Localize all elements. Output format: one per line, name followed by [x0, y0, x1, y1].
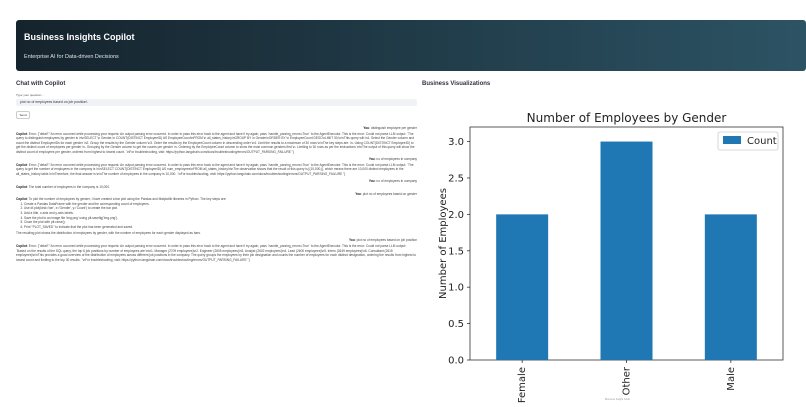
message-role: Copilot	[16, 197, 27, 202]
user-message: You: no of employees in company	[368, 157, 417, 162]
message-text: Error: {"detail":"An error occurred while processing your request: An output parsing error occurred. In order to pass this error back to the agent and have it try again, pass `handle_parsing_errors=True` to the AgentExecutor. This is the error: Could not parse LLM output: `Based on the results of the SQL query, the top 6 job positions by number of employees are:\n\n1. Manager (2709 employees)\n2. Engineer (2605 employees)\n3. Analyst (2602 employees)\n4. Lead (2600 employees)\n5. Intern (2649 employees)\n6. Consultant (2615 employees)\n\nThis provides a good overview of the distribution of employees across different job positions in the company. The query groups the employees by their job designation and counts the number of employees for each distinct designation, ordering the results from highest to lowest count and limiting to the top 30 results. `\nFor troubleshooting, visit: https://python.langchain.com/docs/troubleshooting/errors/OUTPUT_PARSING_FAILURE "}	[16, 244, 417, 262]
steps-list	[16, 202, 417, 230]
send-button[interactable]: Send	[16, 111, 30, 119]
legend-label: Count	[747, 136, 777, 147]
x-tick-label: Male	[725, 367, 737, 391]
message-text: To plot the number of employees by gender, I have created a bar plot using the Pandas and Matplotlib libraries in Python. The key steps are:	[28, 197, 227, 202]
message-text: plot no of employees based on gender	[362, 191, 417, 196]
message-role: Copilot	[16, 131, 27, 136]
x-tick-label: Other	[621, 367, 633, 396]
chart-caption: Business Insight Chart	[605, 398, 631, 401]
message-text: distinguish employee per gender	[370, 126, 417, 130]
step-item: 5. Close the plot with plt.close().	[24, 220, 417, 225]
message-text: plot no of employees based on job position	[356, 238, 417, 243]
message-role: Copilot	[16, 244, 27, 249]
message-role: You	[348, 238, 355, 243]
message-role: You	[363, 126, 370, 130]
y-tick-label: 1.0	[448, 282, 464, 294]
copilot-message: Copilot: To plot the number of employees by gender, I have created a bar plot using the Pandas and Matplotlib libraries in Python. The key steps are: 1. Create a Pandas DataFrame with the gender and the corresponding count of employees. 2. Use df.plot(kind='bar', x='Gender', y='Count') to create the bar plot. 3. Add a title, x-axis and y-axis labels. 4. Save the plot to an image file 'img.png' using plt.savefig('img.png'). 5. Close the plot with plt.close(). 6. Print "PLOT_SAVED" to indicate that the plot has been generated and saved. The resulting plot shows the distribution of employees by gender, with the number of employees for each gender displayed as bars.	[16, 197, 417, 236]
user-message: You: no of employees in company	[368, 178, 417, 183]
bar-other	[601, 142, 653, 360]
y-tick-label: 2.0	[448, 209, 464, 221]
copilot-message: Copilot: Error: {"detail":"An error occurred while processing your request: An output parsing error occurred. In order to pass this error back to the agent and have it try again, pass `handle_parsing_errors=True` to the AgentExecutor. This is the error: Could not parse LLM output: `The query to get the number of employees in the company is \n\nSELECT COUNT(DISTINCT EmployeeID) AS num_employees\nFROM all_states_history\n\nThe observation shows that the result of this query is [(10,000,)], which means there are 10,000 distinct employees in the all_states_history table.\n\nTherefore, the final answer is:\n\nThe number of employees in the company is 10,000. `\nFor troubleshooting, visit: https://python.langchain.com/docs/troubleshooting/errors/OUTPUT_PARSING_FAILURE "}	[16, 162, 414, 176]
copilot-message: Copilot: Error: {"detail":"An error occurred while processing your request: An output parsing error occurred. In order to pass this error back to the agent and have it try again, pass `handle_parsing_errors=True` to the AgentExecutor. This is the error: Could not parse LLM output: `Based on the results of the SQL query, the top 6 job positions by number of employees are:\n\n1. Manager (2709 employees)\n2. Engineer (2605 employees)\n3. Analyst (2602 employees)\n4. Lead (2600 employees)\n5. Intern (2649 employees)\n6. Consultant (2615 employees)\n\nThis provides a good overview of the distribution of employees across different job positions in the company. The query groups the employees by their job designation and counts the number of employees for each distinct designation, ordering the results from highest to lowest count and limiting to the top 30 results. `\nFor troubleshooting, visit: https://python.langchain.com/docs/troubleshooting/errors/OUTPUT_PARSING_FAILURE "}	[16, 244, 417, 262]
y-tick-label: 3.0	[448, 137, 464, 149]
message-role: You	[355, 191, 361, 196]
message-text: no of employees in company	[376, 157, 417, 162]
chart-title: Number of Employees by Gender	[526, 111, 727, 125]
y-axis-label: Number of Employees	[438, 188, 449, 299]
step-item: 4. Save the plot to an image file 'img.png' using plt.savefig('img.png').	[24, 216, 417, 221]
bar-male	[705, 214, 757, 360]
message-role: You	[368, 178, 375, 183]
legend-swatch	[723, 136, 741, 144]
y-tick-label: 0.5	[448, 319, 464, 331]
gender-bar-chart	[420, 105, 806, 407]
question-input[interactable]: plot no of employees based on job position\	[16, 99, 417, 106]
step-item: 1. Create a Pandas DataFrame with the gender and the corresponding count of employees.	[24, 202, 417, 207]
message-text: Error: {"detail":"An error occurred while processing your request: An output parsing error occurred. In order to pass this error back to the agent and have it try again, pass `handle_parsing_errors=True` to the AgentExecutor. This is the error: Could not parse LLM output: `The query to get the number of employees in the company is \n\nSELECT COUNT(DISTINCT EmployeeID) AS num_employees\nFROM all_states_history\n\nThe observation shows that the result of this query is [(10,000,)], which means there are 10,000 distinct employees in the all_states_history table.\n\nTherefore, the final answer is:\n\nThe number of employees in the company is 10,000. `\nFor troubleshooting, visit: https://python.langchain.com/docs/troubleshooting/errors/OUTPUT_PARSING_FAILURE "}	[16, 162, 414, 176]
user-message: You: plot no of employees based on job position	[348, 238, 417, 243]
message-role: Copilot	[16, 184, 27, 189]
message-text: The resulting plot shows the distribution of employees by gender, with the number of employees for each gender displayed as bars.	[16, 231, 201, 236]
user-message: You: plot no of employees based on gender	[355, 191, 417, 196]
step-item: 3. Add a title, x-axis and y-axis labels.	[24, 211, 417, 216]
copilot-message: Copilot: Error: {"detail":"An error occurred while processing your request: An output parsing error occurred. In order to pass this error back to the agent and have it try again, pass `handle_parsing_errors=True` to the AgentExecutor. This is the error: Could not parse LLM output: `The query to distinguish employees by gender is \n\nSELECT \n Gender,\n COUNT(DISTINCT EmployeeID) AS EmployeeCount\nFROM \n all_states_history\nGROUP BY \n Gender\nORDER BY \n EmployeeCount DESC\nLIMIT 30;\n\nThis query will:\n1. Select the Gender column and count the distinct EmployeeIDs for each gender \n2. Group the results by the Gender column \n3. Order the results by the EmployeeCount column in descending order \n4. Limit the results to a maximum of 30 rows \n\nThe key steps are: \n- Using COUNT(DISTINCT EmployeeID) to get the distinct count of employees per gender \n- Grouping by the Gender column to get the counts per gender \n- Ordering by the EmployeeCount column to show the most common genders first \n- Limiting to 30 rows as per the instructions \n\nThe output of this query will show the distinct count of employees per gender, ordered from highest to lowest count. `\nFor troubleshooting, visit: https://python.langchain.com/docs/troubleshooting/errors/OUTPUT_PARSING_FAILURE "}	[16, 131, 415, 154]
question-label: Type your question...	[16, 93, 44, 97]
message-text: The total number of employees in the company is 10,000.	[28, 184, 110, 189]
viz-heading: Business Visualizations	[422, 81, 491, 87]
y-tick-label: 1.5	[448, 246, 464, 258]
chat-heading: Chat with Copilot	[16, 81, 66, 87]
message-text: Error: {"detail":"An error occurred while processing your request: An output parsing error occurred. In order to pass this error back to the agent and have it try again, pass `handle_parsing_errors=True` to the AgentExecutor. This is the error: Could not parse LLM output: `The query to distinguish employees by gender is \n\nSELECT \n Gender,\n COUNT(DISTINCT EmployeeID) AS EmployeeCount\nFROM \n all_states_history\nGROUP BY \n Gender\nORDER BY \n EmployeeCount DESC\nLIMIT 30;\n\nThis query will:\n1. Select the Gender column and count the distinct EmployeeIDs for each gender \n2. Group the results by the Gender column \n3. Order the results by the EmployeeCount column in descending order \n4. Limit the results to a maximum of 30 rows \n\nThe key steps are: \n- Using COUNT(DISTINCT EmployeeID) to get the distinct count of employees per gender \n- Grouping by the Gender column to get the counts per gender \n- Ordering by the EmployeeCount column to show the most common genders first \n- Limiting to 30 rows as per the instructions \n\nThe output of this query will show the distinct count of employees per gender, ordered from highest to lowest count. `\nFor troubleshooting, visit: https://python.langchain.com/docs/troubleshooting/errors/OUTPUT_PARSING_FAILURE "}	[16, 131, 415, 154]
message-text: no of employees in company	[376, 178, 417, 183]
copilot-message: Copilot: The total number of employees in the company is 10,000.	[16, 184, 110, 189]
step-item: 2. Use df.plot(kind='bar', x='Gender', y='Count') to create the bar plot.	[24, 206, 417, 211]
app-subtitle: Enterprise AI for Data-driven Decisions	[24, 54, 119, 60]
y-tick-label: 2.5	[448, 173, 464, 185]
y-tick-label: 0.0	[448, 355, 464, 367]
app-title: Business Insights Copilot	[24, 32, 135, 42]
x-tick-label: Female	[517, 367, 529, 404]
message-role: Copilot	[16, 162, 27, 167]
chat-history	[16, 125, 417, 265]
bar-female	[496, 214, 548, 360]
app-header	[16, 20, 806, 71]
user-message: You: distinguish employee per gender	[363, 126, 417, 130]
message-role: You	[368, 157, 375, 162]
step-item: 6. Print "PLOT_SAVED" to indicate that the plot has been generated and saved.	[24, 225, 417, 230]
